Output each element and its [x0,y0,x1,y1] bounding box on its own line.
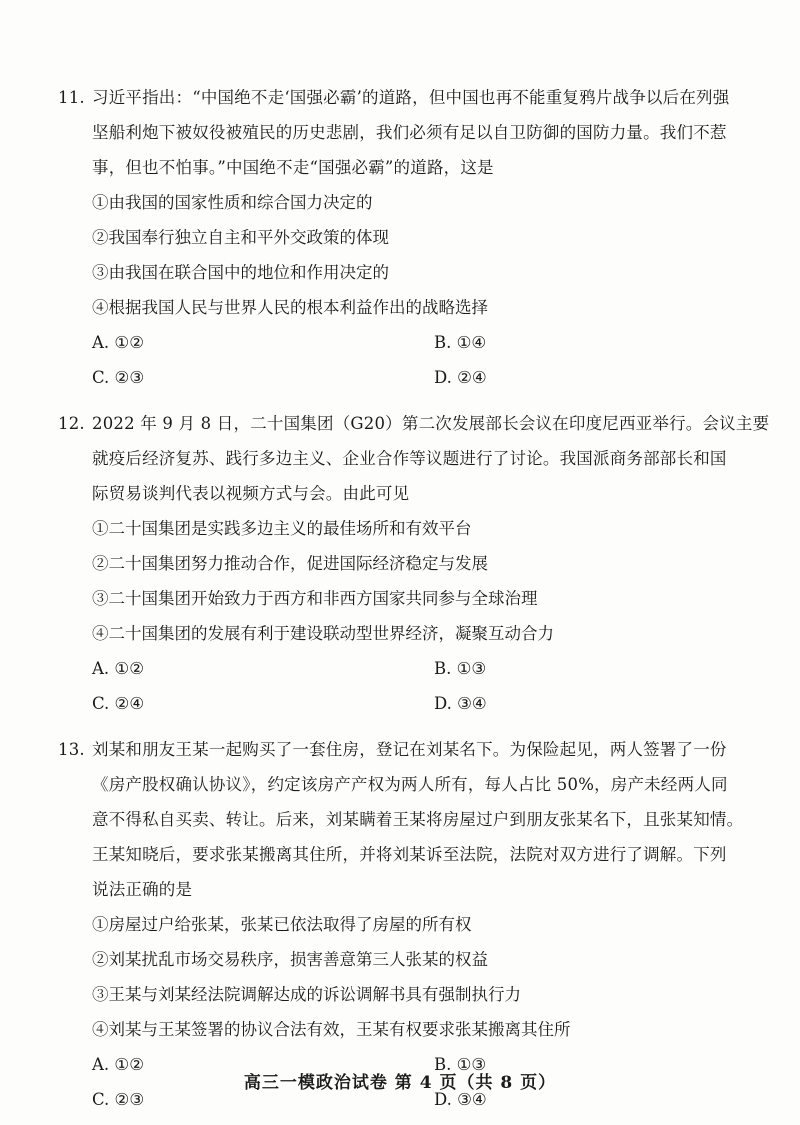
option-c: C. ②④ [92,694,145,713]
option-a: A. ①② [92,659,144,678]
question-stem-line: 就疫后经济复苏、践行多边主义、企业合作等议题进行了讨论。我国派商务部部长和国 [92,449,727,468]
question-stem-line: 说法正确的是 [92,880,193,899]
statement-3: ③由我国在联合国中的地位和作用决定的 [92,263,389,282]
option-d: D. ③④ [434,694,487,713]
question-number: 11. [58,88,85,107]
question-number: 13. [58,740,85,759]
statement-4: ④二十国集团的发展有利于建设联动型世界经济，凝聚互动合力 [92,624,554,643]
statement-3: ③王某与刘某经法院调解达成的诉讼调解书具有强制执行力 [92,985,521,1004]
option-b: B. ①④ [434,333,487,352]
statement-1: ①房屋过户给张某，张某已依法取得了房屋的所有权 [92,915,472,934]
page-footer: 高三一模政治试卷 第 4 页（共 8 页） [243,1073,557,1093]
statement-2: ②二十国集团努力推动合作，促进国际经济稳定与发展 [92,554,488,573]
question-stem-line: 12. 2022 年 9 月 8 日，二十国集团（G20）第二次发展部长会议在印度尼西亚举行。会议主要 [58,406,758,441]
question-12 [58,406,770,721]
question-stem-line: 事，但也不怕事。”中国绝不走“国强必霸”的道路，这是 [92,158,494,177]
option-b: B. ①③ [434,659,487,678]
question-number: 12. [58,414,85,433]
question-11 [58,80,758,395]
option-a: A. ①② [92,333,144,352]
statement-2: ②刘某扰乱市场交易秩序，损害善意第三人张某的权益 [92,950,488,969]
statement-3: ③二十国集团开始致力于西方和非西方国家共同参与全球治理 [92,589,538,608]
question-13 [58,732,758,1117]
option-b: B. ①③ [434,1055,487,1074]
options-row [58,360,758,395]
option-c: C. ②③ [92,1090,145,1109]
statement-4: ④根据我国人民与世界人民的根本利益作出的战略选择 [92,298,488,317]
question-stem-line: 坚船利炮下被奴役被殖民的历史悲剧，我们必须有足以自卫防御的国防力量。我们不惹 [92,123,727,142]
question-stem-line: 王某知晓后，要求张某搬离其住所，并将刘某诉至法院，法院对双方进行了调解。下列 [92,845,727,864]
question-stem-line: 11. 习近平指出：“中国绝不走‘国强必霸’的道路，但中国也再不能重复鸦片战争以后在列强 [58,80,758,115]
statement-1: ①二十国集团是实践多边主义的最佳场所和有效平台 [92,519,472,538]
option-c: C. ②③ [92,368,145,387]
statement-1: ①由我国的国家性质和综合国力决定的 [92,193,373,212]
statement-4: ④刘某与王某签署的协议合法有效，王某有权要求张某搬离其住所 [92,1020,571,1039]
question-stem-line: 13. 刘某和朋友王某一起购买了一套住房，登记在刘某名下。为保险起见，两人签署了一份 [58,732,758,767]
options-row [58,651,758,686]
statement-2: ②我国奉行独立自主和平外交政策的体现 [92,228,389,247]
option-a: A. ①② [92,1055,144,1074]
question-stem-line: 意不得私自买卖、转让。后来，刘某瞒着王某将房屋过户到朋友张某名下，且张某知情。 [92,810,744,829]
option-d: D. ③④ [434,1090,487,1109]
option-d: D. ②④ [434,368,487,387]
options-row [58,325,758,360]
options-row [58,686,758,721]
question-stem-line: 际贸易谈判代表以视频方式与会。由此可见 [92,484,410,503]
question-stem-line: 《房产股权确认协议》，约定该房产产权为两人所有，每人占比 50%，房产未经两人同 [92,775,728,794]
